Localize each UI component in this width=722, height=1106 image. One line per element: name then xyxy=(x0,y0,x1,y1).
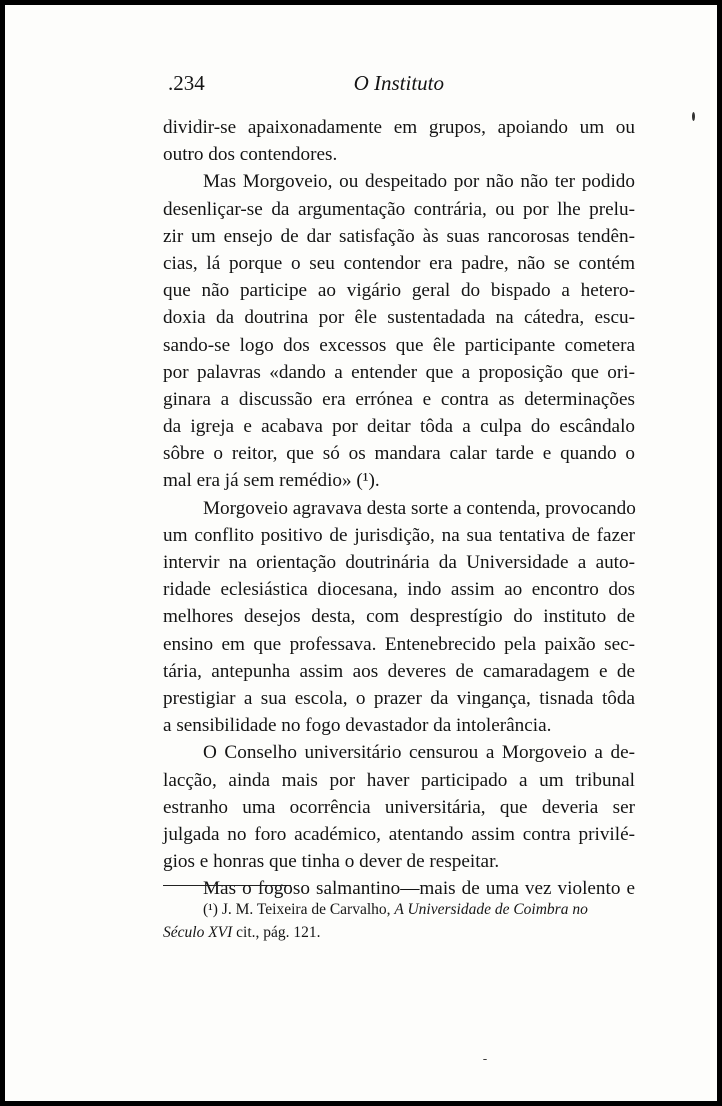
text-line: por palavras «dando a entender que a proposição que ori- xyxy=(163,361,635,383)
text-line: intervir na orientação doutrinária da Universidade a auto- xyxy=(163,552,635,573)
text-line: doxia da doutrina por êle sustentadada na cátedra, escu- xyxy=(163,307,635,329)
text-line: gios e honras que tinha o dever de respeitar. xyxy=(163,851,500,873)
footnote-work-title: A Universidade de Coimbra no xyxy=(394,901,588,918)
text-line: sando-se logo dos excessos que êle participante cometera xyxy=(163,334,635,356)
text-line: cias, lá porque o seu contendor era padre, não se contém xyxy=(163,252,635,274)
text-line: que não participe ao vigário geral do bispado a hetero- xyxy=(163,280,635,302)
book-page xyxy=(5,5,717,1101)
text-line: lacção, ainda mais por haver participado a um tribunal xyxy=(163,769,635,791)
footnote-author: J. M. Teixeira de Carvalho, xyxy=(221,901,391,918)
text-line: sôbre o reitor, que só os mandara calar tarde e quando o xyxy=(163,443,635,465)
ink-speck xyxy=(692,112,695,121)
text-line: um conflito positivo de jurisdição, na sua tentativa de fazer xyxy=(163,524,635,546)
text-line: ginara a discussão era errónea e contra as determinações xyxy=(163,388,635,410)
text-line: julgada no foro académico, atentando assim contra privilé- xyxy=(163,823,635,845)
body-text xyxy=(163,114,635,902)
text-line: dividir-se apaixonadamente em grupos, apoiando um ou xyxy=(163,117,635,138)
page-header xyxy=(168,71,444,95)
text-line: outro dos contendores. xyxy=(163,144,338,166)
running-title: O Instituto xyxy=(353,71,444,95)
paragraph-start: Morgoveio agravava desta sorte a contenda, provocando xyxy=(203,497,636,519)
text-line: da igreja e acabava por deitar tôda a culpa do escândalo xyxy=(163,416,635,438)
footnote-citation: cit., pág. 121. xyxy=(236,924,321,941)
text-line: melhores desejos desta, com desprestígio do instituto de xyxy=(163,606,635,628)
footnote-line xyxy=(163,898,635,921)
text-line: zir um ensejo de dar satisfação às suas rancorosas tendên- xyxy=(163,225,635,247)
text-line: prestigiar a sua escola, o prazer da vingança, tisnada tôda xyxy=(163,687,635,709)
paragraph-start: O Conselho universitário censurou a Morgoveio a de- xyxy=(203,742,635,764)
paragraph-start: Mas o fogoso salmantino—mais de uma vez violento e xyxy=(203,878,635,900)
footnote-rule xyxy=(163,885,291,886)
text-line: ensino em que professava. Entenebrecido pela paixão sec- xyxy=(163,633,635,655)
paragraph-start: Mas Morgoveio, ou despeitado por não não ter podido xyxy=(203,171,635,193)
text-line: desenliçar-se da argumentação contrária, ou por lhe prelu- xyxy=(163,198,635,220)
text-line: estranho uma ocorrência universitária, que deveria ser xyxy=(163,796,635,818)
text-line: ridade eclesiástica diocesana, indo assim ao encontro dos xyxy=(163,579,635,601)
text-line: tária, antepunha assim aos deveres de camaradagem e de xyxy=(163,660,635,682)
text-line: a sensibilidade no fogo devastador da intolerância. xyxy=(163,715,552,737)
ink-speck xyxy=(483,1059,487,1060)
footnote xyxy=(163,898,635,944)
footnote-marker: (¹) xyxy=(203,901,218,918)
footnote-line xyxy=(163,921,635,944)
footnote-work-title-cont: Século XVI xyxy=(163,924,233,941)
text-line: mal era já sem remédio» (¹). xyxy=(163,470,380,492)
page-number: .234 xyxy=(168,71,205,95)
